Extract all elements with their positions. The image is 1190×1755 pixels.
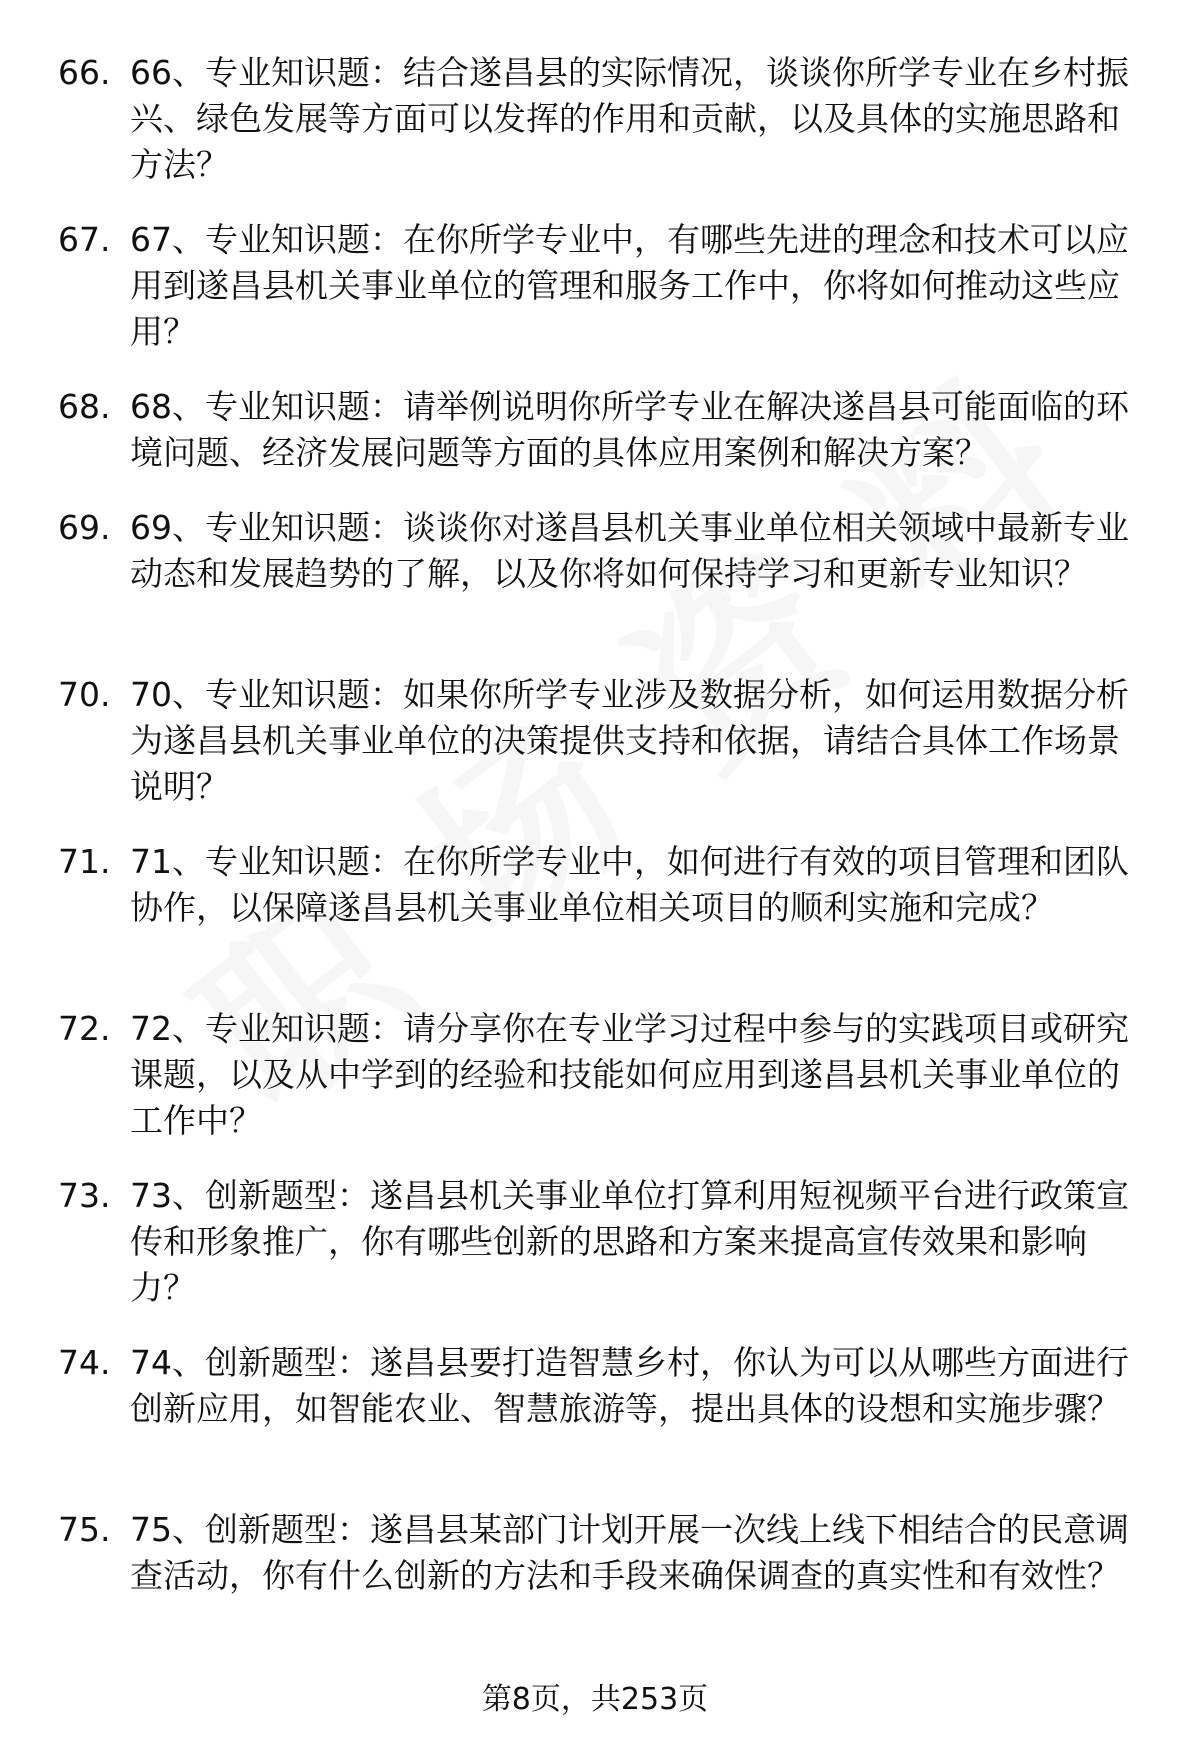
question-text: 69、专业知识题：谈谈你对遂昌县机关事业单位相关领域中最新专业动态和发展趋势的了解，以及你将如何保持学习和更新专业知识？ — [130, 508, 1129, 593]
question-item — [58, 505, 1148, 643]
question-number: 73. — [58, 1176, 111, 1215]
question-item — [58, 50, 1148, 188]
question-item — [58, 1507, 1148, 1645]
question-item — [58, 1006, 1148, 1144]
question-item — [58, 384, 1148, 476]
question-text: 75、创新题型：遂昌县某部门计划开展一次线上线下相结合的民意调查活动，你有什么创新的方法和手段来确保调查的真实性和有效性？ — [130, 1510, 1129, 1595]
question-item — [58, 1340, 1148, 1478]
question-item — [58, 672, 1148, 810]
question-text: 74、创新题型：遂昌县要打造智慧乡村，你认为可以从哪些方面进行创新应用，如智能农业、智慧旅游等，提出具体的设想和实施步骤？ — [130, 1343, 1129, 1428]
question-number: 71. — [58, 842, 111, 881]
question-number: 72. — [58, 1009, 111, 1048]
question-list — [58, 50, 1148, 1674]
question-text: 73、创新题型：遂昌县机关事业单位打算利用短视频平台进行政策宣传和形象推广，你有哪些创新的思路和方案来提高宣传效果和影响力？ — [130, 1176, 1129, 1307]
question-number: 70. — [58, 675, 111, 714]
question-text: 70、专业知识题：如果你所学专业涉及数据分析，如何运用数据分析为遂昌县机关事业单位的决策提供支持和依据，请结合具体工作场景说明？ — [130, 675, 1129, 806]
question-item — [58, 839, 1148, 977]
question-text: 72、专业知识题：请分享你在专业学习过程中参与的实践项目或研究课题，以及从中学到的经验和技能如何应用到遂昌县机关事业单位的工作中？ — [130, 1009, 1129, 1140]
question-item — [58, 1173, 1148, 1311]
question-number: 68. — [58, 387, 111, 426]
question-number: 69. — [58, 508, 111, 547]
question-text: 67、专业知识题：在你所学专业中，有哪些先进的理念和技术可以应用到遂昌县机关事业单位的管理和服务工作中，你将如何推动这些应用？ — [130, 220, 1129, 351]
question-number: 66. — [58, 53, 111, 92]
question-text: 66、专业知识题：结合遂昌县的实际情况，谈谈你所学专业在乡村振兴、绿色发展等方面可以发挥的作用和贡献，以及具体的实施思路和方法？ — [130, 53, 1129, 184]
question-number: 75. — [58, 1510, 111, 1549]
question-item — [58, 217, 1148, 355]
question-number: 74. — [58, 1343, 111, 1382]
page-number: 第8页，共253页 — [481, 1682, 709, 1717]
question-text: 71、专业知识题：在你所学专业中，如何进行有效的项目管理和团队协作，以保障遂昌县机关事业单位相关项目的顺利实施和完成？ — [130, 842, 1129, 927]
question-text: 68、专业知识题：请举例说明你所学专业在解决遂昌县可能面临的环境问题、经济发展问题等方面的具体应用案例和解决方案？ — [130, 387, 1129, 472]
question-number: 67. — [58, 220, 111, 259]
